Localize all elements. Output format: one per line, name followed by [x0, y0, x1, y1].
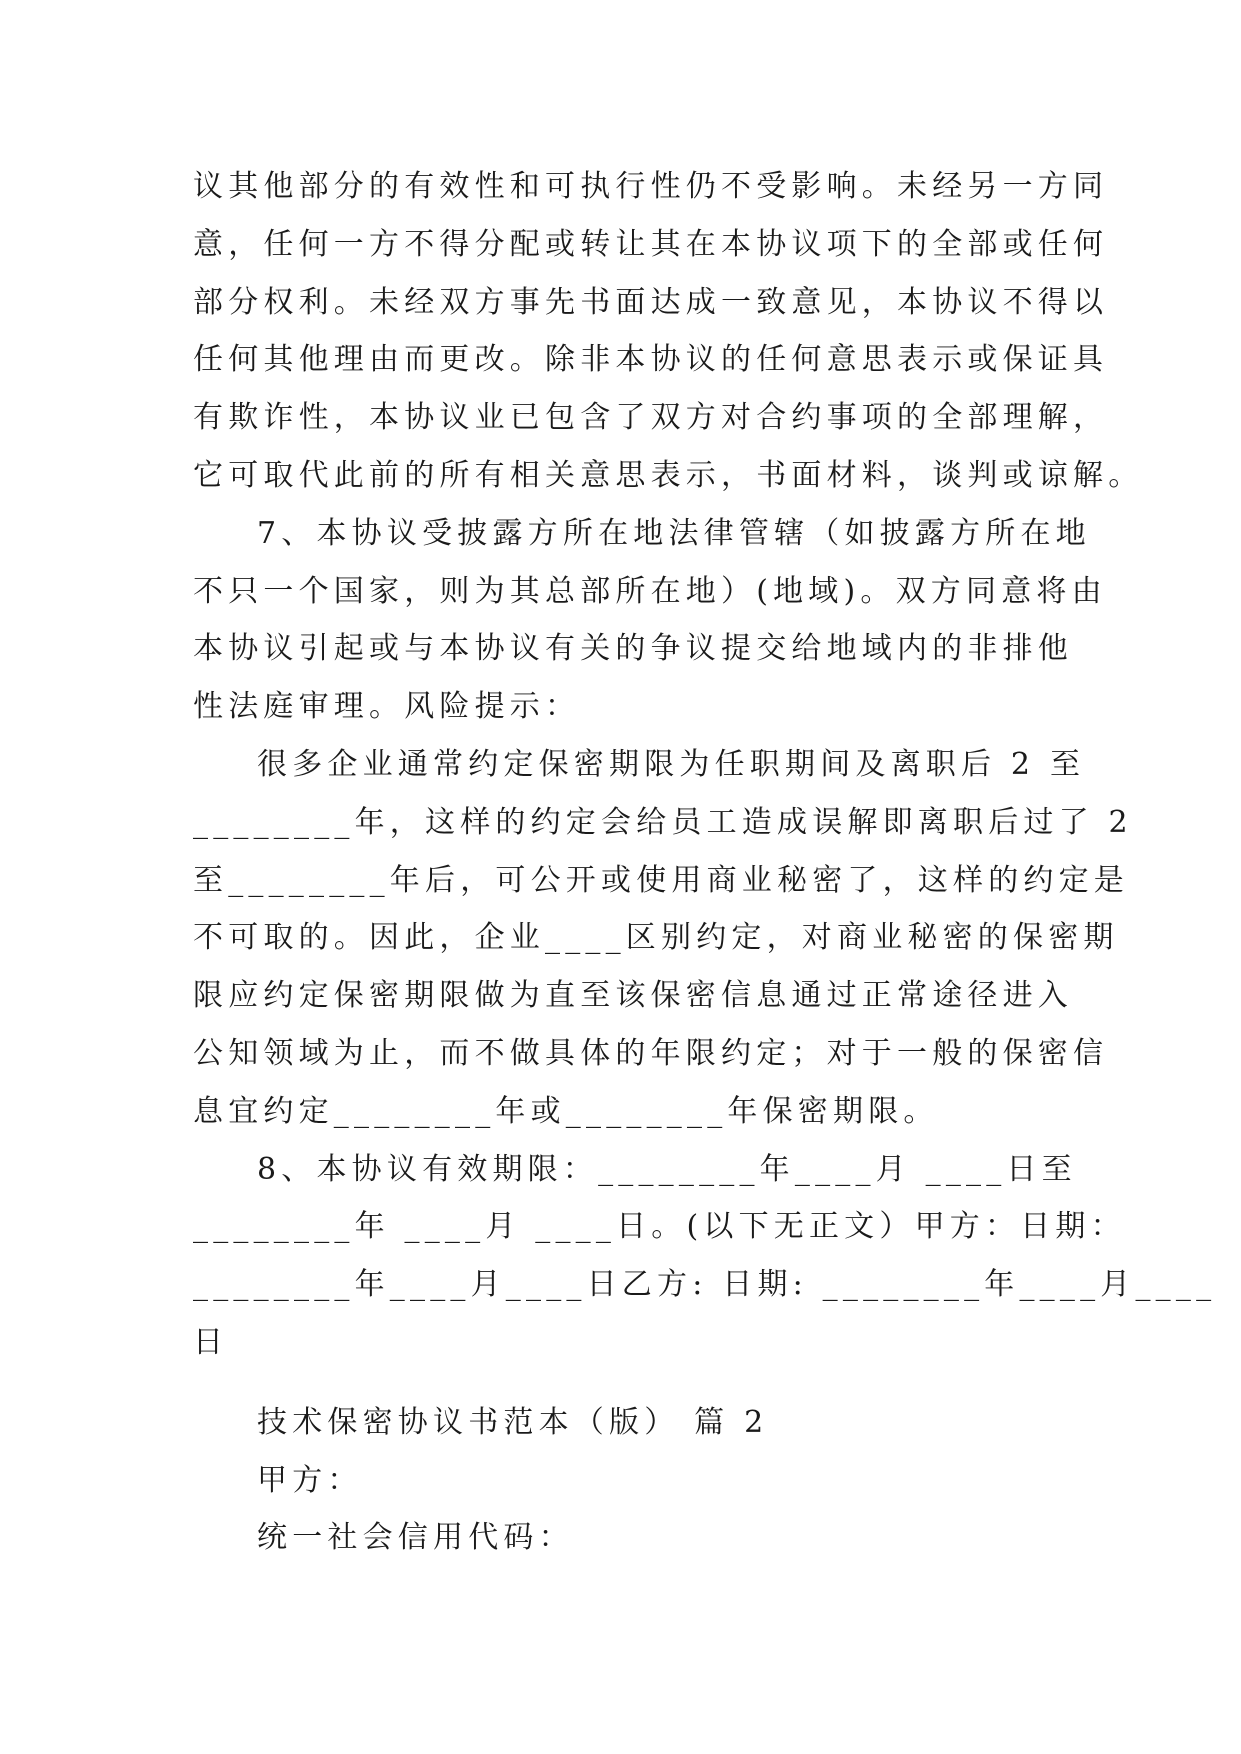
- text-line: 它可取代此前的所有相关意思表示，书面材料，谈判或谅解。: [193, 457, 1144, 493]
- text-line: 至________年后，可公开或使用商业秘密了，这样的约定是: [193, 862, 1129, 898]
- text-line: 部分权利。未经双方事先书面达成一致意见，本协议不得以: [193, 284, 1109, 320]
- clause-8-first-line: 8、本协议有效期限：________年____月 ____日至: [257, 1151, 1077, 1187]
- clause-7-first-line: 7、本协议受披露方所在地法律管辖（如披露方所在地: [257, 515, 1091, 551]
- party-a-label: 甲方：: [257, 1462, 363, 1498]
- text-line: 日: [193, 1324, 229, 1360]
- text-line: ________年____月____日乙方: 日期: ________年____月____: [193, 1267, 1217, 1303]
- text-line: 任何其他理由而更改。除非本协议的任何意思表示或保证具: [193, 342, 1109, 378]
- text-line: ________年 ____月 ____日。(以下无正文）甲方：日期：: [193, 1209, 1126, 1245]
- credit-code-label: 统一社会信用代码：: [257, 1520, 574, 1556]
- text-line: 限应约定保密期限做为直至该保密信息通过正常途径进入: [193, 978, 1073, 1014]
- text-line: 不只一个国家，则为其总部所在地）(地域)。双方同意将由: [193, 573, 1107, 609]
- text-line: 意，任何一方不得分配或转让其在本协议项下的全部或任何: [193, 226, 1109, 262]
- text-line: 议其他部分的有效性和可执行性仍不受影响。未经另一方同: [193, 169, 1109, 204]
- section-gap: [193, 1372, 1053, 1394]
- section-heading: 技术保密协议书范本（版） 篇 2: [257, 1404, 769, 1440]
- text-line: 本协议引起或与本协议有关的争议提交给地域内的非排他: [193, 631, 1073, 667]
- text-line: 有欺诈性，本协议业已包含了双方对合约事项的全部理解，: [193, 400, 1109, 436]
- document-body: [193, 158, 1217, 1567]
- text-line: 性法庭审理。风险提示：: [193, 689, 581, 725]
- text-line: 公知领域为止，而不做具体的年限约定；对于一般的保密信: [193, 1035, 1109, 1071]
- text-line: ________年，这样的约定会给员工造成误解即离职后过了 2: [193, 804, 1133, 840]
- risk-note-first-line: 很多企业通常约定保密期限为任职期间及离职后 2 至: [257, 746, 1086, 782]
- text-line: 不可取的。因此，企业____区别约定，对商业秘密的保密期: [193, 920, 1119, 956]
- text-line: 息宜约定________年或________年保密期限。: [193, 1093, 939, 1129]
